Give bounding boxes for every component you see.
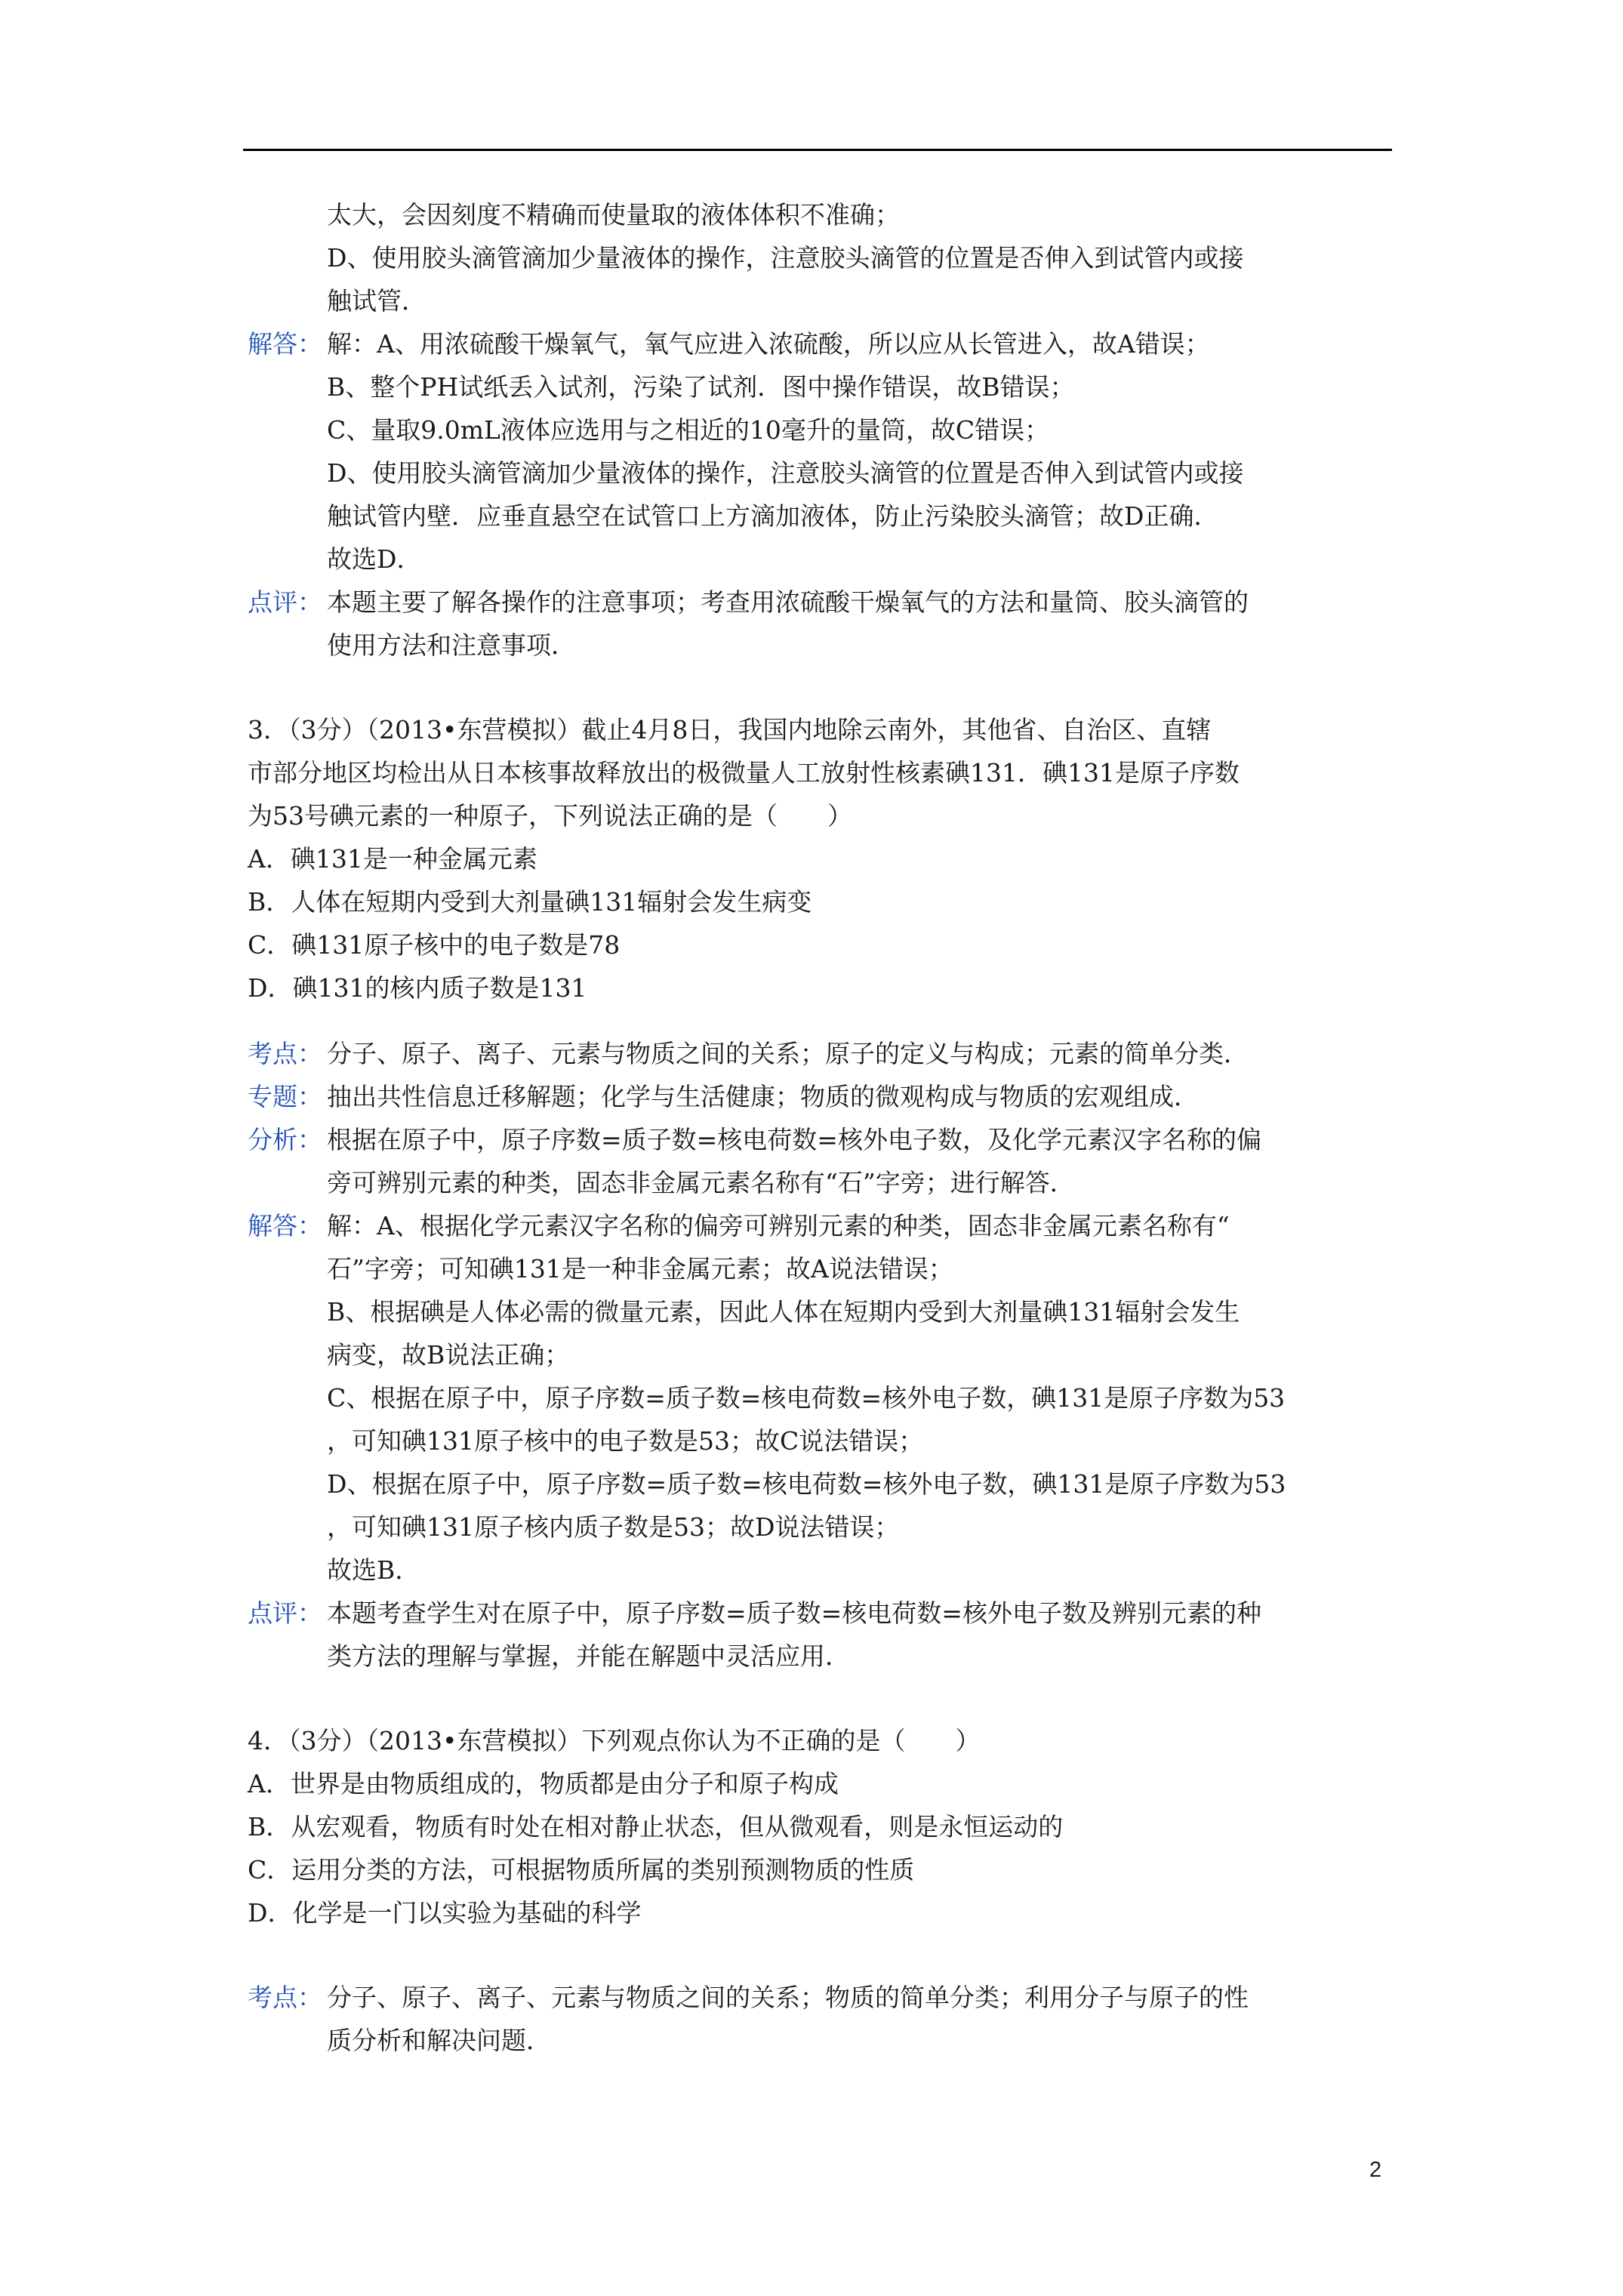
q3-stem-line: 3．（3分）（2013•东营模拟）截止4月8日，我国内地除云南外，其他省、自治区、直辖 — [248, 715, 1212, 744]
text-line: 类方法的理解与掌握，并能在解题中灵活应用． — [327, 1641, 850, 1671]
spacer — [248, 1934, 1395, 1976]
spacer — [248, 1009, 1395, 1032]
text-line: 故选B． — [327, 1555, 420, 1585]
kaodian-label: 考点： — [248, 1039, 322, 1068]
text-line: 太大，会因刻度不精确而使量取的液体体积不准确； — [327, 200, 900, 230]
q3-fenxi-line — [248, 1118, 1395, 1161]
text-line: C、量取9.0mL液体应选用与之相近的10毫升的量筒，故C错误； — [327, 415, 1050, 445]
kaodian-text: 分子、原子、离子、元素与物质之间的关系；物质的简单分类；利用分子与原子的性 — [327, 1983, 1249, 2012]
kaodian-label: 考点： — [248, 1983, 322, 2012]
answer-text: 解：A、用浓硫酸干燥氧气，氧气应进入浓硫酸，所以应从长管进入，故A错误； — [327, 329, 1210, 359]
text-line: ，可知碘131原子核中的电子数是53；故C说法错误； — [327, 1426, 924, 1456]
header-rule — [243, 149, 1392, 151]
q4-option-d: D．化学是一门以实验为基础的科学 — [248, 1898, 642, 1928]
q4-option-a: A．世界是由物质组成的，物质都是由分子和原子构成 — [248, 1769, 839, 1798]
q3-option-b: B．人体在短期内受到大剂量碘131辐射会发生病变 — [248, 887, 812, 917]
q4-kaodian-line — [248, 1976, 1395, 2019]
page-number: 2 — [1369, 2158, 1382, 2182]
zhuanti-text: 抽出共性信息迁移解题；化学与生活健康；物质的微观构成与物质的宏观组成． — [327, 1082, 1199, 1111]
fenxi-label: 分析： — [248, 1125, 322, 1154]
text-line: D、使用胶头滴管滴加少量液体的操作，注意胶头滴管的位置是否伸入到试管内或接 — [327, 243, 1244, 273]
comment-label: 点评： — [248, 1598, 322, 1628]
zhuanti-label: 专题： — [248, 1082, 322, 1111]
text-line: 触试管内壁．应垂直悬空在试管口上方滴加液体，防止污染胶头滴管；故D正确． — [327, 501, 1219, 531]
q3-option-c: C．碘131原子核中的电子数是78 — [248, 930, 621, 960]
comment-label: 点评： — [248, 587, 322, 617]
text-line: 旁可辨别元素的种类，固态非金属元素名称有“石”字旁；进行解答． — [327, 1168, 1075, 1197]
q3-comment-line — [248, 1592, 1395, 1635]
spacer — [248, 667, 1395, 708]
comment-text: 本题考查学生对在原子中，原子序数=质子数=核电荷数=核外电子数及辨别元素的种 — [327, 1598, 1261, 1628]
text-line: ，可知碘131原子核内质子数是53；故D说法错误； — [327, 1512, 900, 1542]
answer-label: 解答： — [248, 1211, 322, 1240]
q3-answer-line — [248, 1204, 1395, 1247]
kaodian-text: 分子、原子、离子、元素与物质之间的关系；原子的定义与构成；元素的简单分类． — [327, 1039, 1249, 1068]
text-line: C、根据在原子中，原子序数=质子数=核电荷数=核外电子数，碘131是原子序数为53 — [327, 1383, 1286, 1413]
text-line: 使用方法和注意事项． — [327, 630, 576, 660]
q3-zhuanti-line — [248, 1075, 1395, 1118]
text-line: 质分析和解决问题． — [327, 2026, 551, 2055]
text-line: 故选D． — [327, 544, 422, 574]
q3-stem-line: 为53号碘元素的一种原子，下列说法正确的是（ ） — [248, 801, 852, 831]
text-line: D、使用胶头滴管滴加少量液体的操作，注意胶头滴管的位置是否伸入到试管内或接 — [327, 458, 1244, 488]
text-line: D、根据在原子中，原子序数=质子数=核电荷数=核外电子数，碘131是原子序数为53 — [327, 1469, 1286, 1499]
text-line: B、根据碘是人体必需的微量元素，因此人体在短期内受到大剂量碘131辐射会发生 — [327, 1297, 1240, 1327]
text-line: 石”字旁；可知碘131是一种非金属元素；故A说法错误； — [327, 1254, 953, 1284]
q4-option-b: B．从宏观看，物质有时处在相对静止状态，但从微观看，则是永恒运动的 — [248, 1812, 1064, 1841]
text-line: 触试管． — [327, 286, 427, 316]
q4-stem-line: 4．（3分）（2013•东营模拟）下列观点你认为不正确的是（ ） — [248, 1726, 981, 1755]
q3-option-d: D．碘131的核内质子数是131 — [248, 973, 587, 1003]
comment-text: 本题主要了解各操作的注意事项；考查用浓硫酸干燥氧气的方法和量筒、胶头滴管的 — [327, 587, 1249, 617]
q4-option-c: C．运用分类的方法，可根据物质所属的类别预测物质的性质 — [248, 1855, 915, 1885]
text-line: 病变，故B说法正确； — [327, 1340, 570, 1370]
text-line: B、整个PH试纸丢入试剂，污染了试剂．图中操作错误，故B错误； — [327, 372, 1075, 402]
q3-option-a: A．碘131是一种金属元素 — [248, 844, 537, 874]
fenxi-text: 根据在原子中，原子序数=质子数=核电荷数=核外电子数，及化学元素汉字名称的偏 — [327, 1125, 1261, 1154]
answer-text: 解：A、根据化学元素汉字名称的偏旁可辨别元素的种类，固态非金属元素名称有“ — [327, 1211, 1230, 1240]
document-body — [248, 193, 1395, 2062]
spacer — [248, 1678, 1395, 1719]
q3-stem-line: 市部分地区均检出从日本核事故释放出的极微量人工放射性核素碘131．碘131是原子序数 — [248, 758, 1240, 787]
q2-answer-line — [248, 322, 1395, 365]
q3-kaodian-line — [248, 1032, 1395, 1075]
q2-comment-line — [248, 581, 1395, 624]
answer-label: 解答： — [248, 329, 322, 359]
